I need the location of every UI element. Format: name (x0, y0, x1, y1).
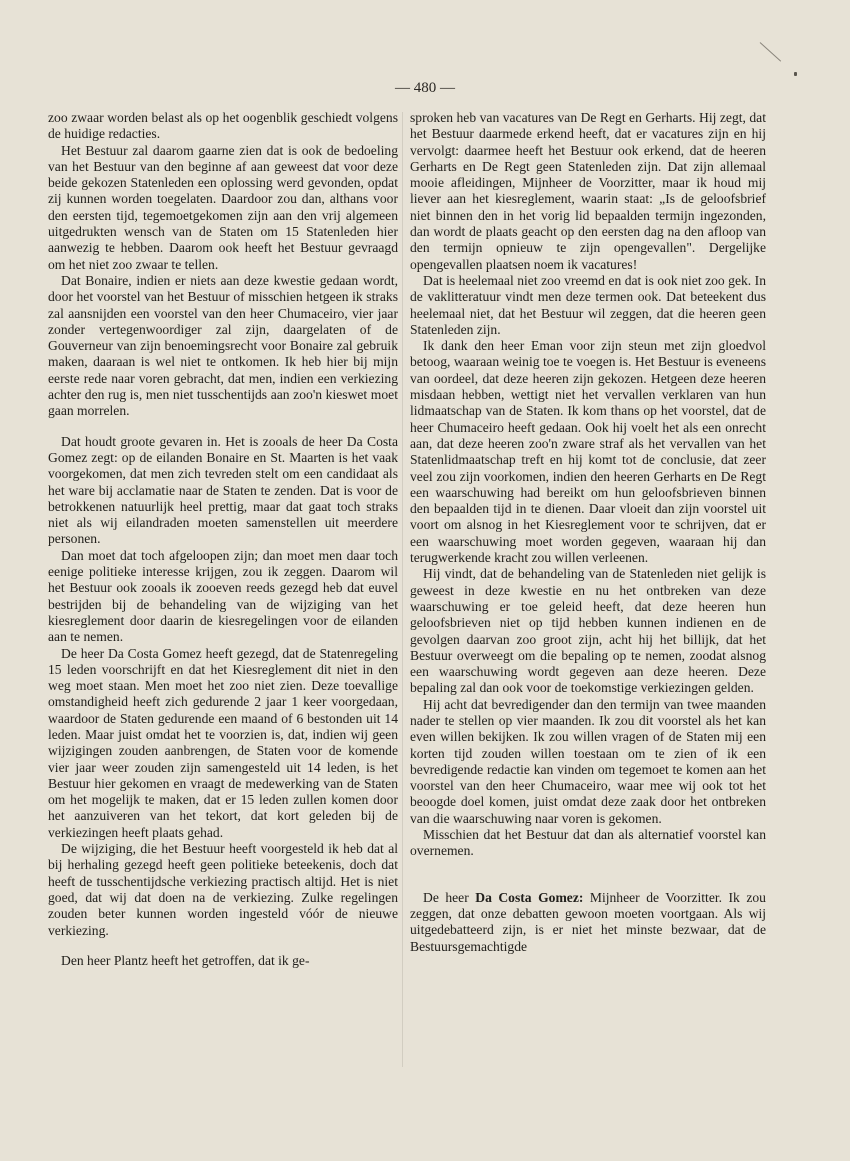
scan-speck (794, 72, 797, 76)
right-paragraph-4: Hij vindt, dat de behandeling van de Statenleden niet gelijk is geweest in deze kwestie en nu het ontbreken van deze waarschuwing er toe geleid heeft, dat deze heeren hun geloofsbrieven niet op tijd hebben kunnen indienen en de gevolgen daarvan zoo groot zijn, acht hij het billijk, dat het Bestuur overweegt om die bepaling op te nemen, zoodat alsnog een waarschuwing wordt gegeven aan deze heeren. Deze bepaling zal dan ook voor de toekomstige verkiezingen gelden. (410, 566, 766, 696)
right-paragraph-5: Hij acht dat bevredigender dan den termijn van twee maanden nader te stellen op vier maanden. Ik zou dit voorstel als het kan even willen bekijken. Ik zou willen vragen of de Staten mij een korten tijd zouden willen toestaan om te zien of ik een bevredigende redactie kan vinden om tegemoet te komen aan het voorstel van den heer Chumaceiro, waar mee wij ook tot het beoogde doel komen, juist omdat deze zaak door het ontbreken van die waarschuwing naar voren is gekomen. (410, 696, 766, 826)
right-paragraph-2: Dat is heelemaal niet zoo vreemd en dat is ook niet zoo gek. In de vaklitteratuur vindt men deze termen ook. Dat beteekent dus heelemaal niet, dat het Bestuur wil zeggen, dat die heeren geen Statenleden zijn. (410, 272, 766, 337)
right-paragraph-1: sproken heb van vacatures van De Regt en Gerharts. Hij zegt, dat het Bestuur daarmede erkend heeft, dat er vacatures zijn en hij vervolgt: daarmee heeft het Bestuur ook erkend, dat de heeren Gerharts en De Regt geen Statenleden zijn. Dat zijn allemaal mooie afleidingen, Mijnheer de Voorzitter, maar ik houd mij liever aan het kiesreglement, waarin staat: „Is de geloofsbrief niet binnen den in het vorig lid bepaalden termijn ingezonden, dan wordt de plaats geacht op den eersten dag na den afloop van den termijn opnieuw te zijn opengevallen". Dergelijke opengevallen plaatsen noem ik vacatures! (410, 110, 766, 272)
speaker-intro: De heer (423, 889, 476, 905)
speaker-text: Mijnheer de Voorzitter. Ik zou zeggen, dat onze debatten gewoon moeten voortgaan. Als wij uitgedebatteerd zijn, is er niet het minste bezwaar, dat de Bestuursgemachtigde (410, 889, 766, 954)
right-paragraph-6: Misschien dat het Bestuur dat dan als alternatief voorstel kan overnemen. (410, 827, 766, 859)
left-paragraph-8: Den heer Plantz heeft het getroffen, dat ik ge- (61, 952, 310, 968)
scan-mark (760, 42, 781, 61)
left-paragraph-1: zoo zwaar worden belast als op het oogenblik geschiedt volgens de huidige redacties. (48, 110, 398, 142)
left-paragraph-7: De wijziging, die het Bestuur heeft voorgesteld ik heb dat al bij herhaling gezegd heeft geen politieke beteekenis, doch dat heeft de tusschentijdsche verkiezing practisch altijd. Het is niet goed, dat wij dat doen na de verkiezing. Zulke regelingen zouden beter kunnen worden ingesteld vóór de nieuwe verkiezing. (48, 841, 398, 938)
page-number: — 480 — (395, 80, 455, 96)
left-paragraph-5: Dan moet dat toch afgeloopen zijn; dan moet men daar toch eenige politieke interesse krijgen, zou ik zeggen. Daarom wil het Bestuur ook zooals ik zooeven reeds gezegd heb dat euvel bestrijden bij de behandeling van de wijziging van het kiesreglement door daarin de kiesregelingen voor de eilanden aan te nemen. (48, 547, 398, 645)
left-paragraph-4: Dat houdt groote gevaren in. Het is zooals de heer Da Costa Gomez zegt: op de eilanden Bonaire en St. Maarten is het vaak voorgekomen, dat men zich tevreden stelt om een candidaat als het ware bij acclamatie naar de Staten te zenden. Dat is voor de betrokkenen natuurlijk heel prettig, maar dat gaat toch straks niet als wij eilandraden moeten samenstellen uit meerdere personen. (48, 433, 398, 547)
column-divider (402, 112, 403, 1067)
speaker-name: Da Costa Gomez: (475, 889, 584, 905)
left-paragraph-2: Het Bestuur zal daarom gaarne zien dat is ook de bedoeling van het Bestuur van den beginne af aan geweest dat voor deze beide gekozen Statenleden een oplossing werd gevonden, opdat zij kunnen worden toegelaten. Daardoor zou dan, althans voor den eersten tijd, tegemoetgekomen zijn aan den vrij algemeen uitgedrukten wensch van de Staten om 15 Statenleden hier aanwezig te hebben. Daarom ook heeft het Bestuur gevraagd om het niet zoo zwaar te tellen. (48, 142, 398, 272)
left-paragraph-3: Dat Bonaire, indien er niets aan deze kwestie gedaan wordt, door het voorstel van het Bestuur of misschien hetgeen ik straks zal aansnijden een voorstel van den heer Chumaceiro, vier jaar zonder vertegenwoordiger zal zijn, daargelaten of de Gouverneur van zijn benoemingsrecht voor Bonaire zal gebruik maken, daaraan is wel niet te ontkomen. Ik heb hier bij mijn eerste rede naar voren gebracht, dat men, indien een verkiezing achter den rug is, men niet tusschentijds aan zoo'n kieswet moet gaan morrelen. (48, 272, 398, 419)
left-paragraph-6: De heer Da Costa Gomez heeft gezegd, dat de Statenregeling 15 leden voorschrijft en dat het Kiesreglement dit niet in den weg moet staan. Men moet het zoo niet zien. Deze toevallige omstandigheid heeft zich gedurende 2 jaar 1 keer voorgedaan, waardoor de Staten gedurende een maand of 6 bestonden uit 14 leden. Maar juist omdat het te voorzien is, dat, indien wij geen wijzigingen zouden aanbrengen, de Staten voor de komende vier jaar weer zouden zijn samengesteld uit 14 leden, is het Bestuur hier gekomen en vraagt de medewerking van de Staten om het mogelijk te maken, dat er 15 leden zullen komen door het aanzuiveren van het tekort, dat kort geleden bij de verkiezingen heeft plaats gehad. (48, 645, 398, 840)
right-paragraph-7 (410, 890, 766, 955)
right-paragraph-3: Ik dank den heer Eman voor zijn steun met zijn gloedvol betoog, waaraan weinig toe te voegen is. Het Bestuur is eveneens van oordeel, dat deze heeren zijn gekozen. Hetgeen deze heeren misdaan hebben, wettigt niet het vervallen verklaren van hun lidmaatschap van de Staten. Ik kom thans op het voorstel, dat de heer Chumaceiro heeft gedaan. Ook hij voelt het als een onrecht aan, dat deze heeren zoo'n zware straf als het vervallen van het Statenlidmaatschap treft en hij komt tot de conclusie, dat zeer veel zou zijn voorkomen, indien den heeren Gerharts en De Regt een waarschuwing had bereikt om hun geloofsbrieven binnen den bepaalden tijd in te dienen. Daar vloeit dan zijn voorstel uit voort om alsnog in het Kiesreglement voor te schrijven, dat er een waarschuwing moet worden gegeven, waaraan hij dan terugwerkende kracht zou willen verleenen. (410, 338, 766, 566)
right-column (410, 110, 766, 955)
left-column (48, 110, 398, 969)
